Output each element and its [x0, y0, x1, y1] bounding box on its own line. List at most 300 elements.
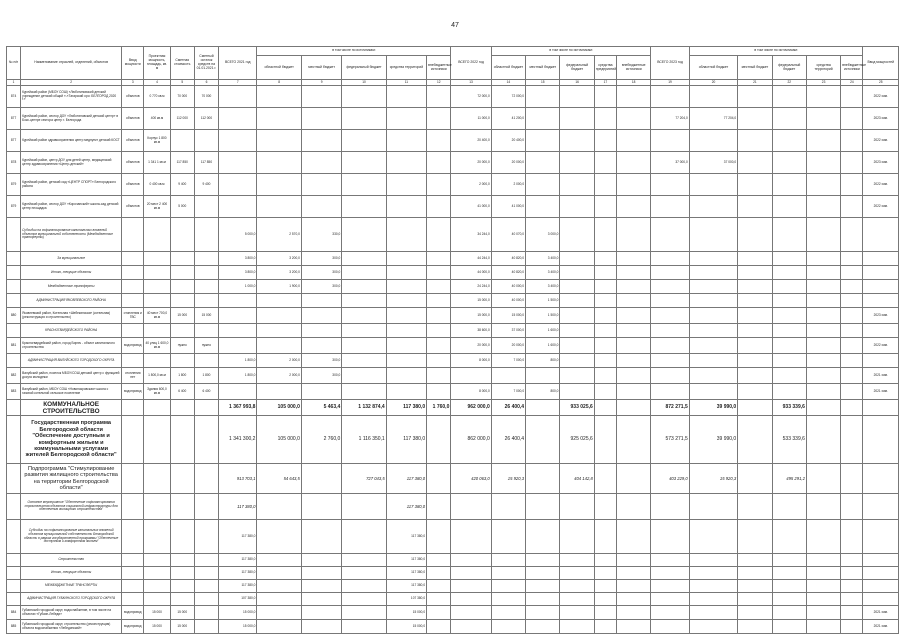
column-number: 14	[491, 80, 525, 86]
cell	[427, 196, 451, 218]
cell	[301, 593, 341, 606]
table-row	[7, 130, 899, 152]
cell: 2022 изм.	[863, 130, 899, 152]
cell: 117 380,0	[219, 580, 257, 593]
cell	[806, 252, 840, 266]
cell: 2021 изм.	[863, 620, 899, 634]
cell	[122, 567, 144, 580]
cell	[738, 174, 772, 196]
cell: 105 000,0	[257, 416, 301, 464]
cell: Итого, текущие объекты	[21, 567, 122, 580]
event-label: Основное мероприятие "Обеспечение софинансирования строительства объектов социальной инфраструктуры для обеспечения жилищного строительства"	[21, 494, 122, 520]
cell: водопровод	[122, 384, 144, 400]
cell	[594, 280, 616, 294]
cell	[617, 554, 651, 567]
cell	[219, 130, 257, 152]
cell	[806, 593, 840, 606]
cell	[560, 174, 594, 196]
table-row	[7, 308, 899, 324]
column-number: 22	[772, 80, 806, 86]
cell: 879	[7, 174, 21, 196]
cell: 878	[7, 152, 21, 174]
summary-row	[7, 252, 899, 266]
column-number: 25	[863, 80, 899, 86]
cell: 15 000,0	[386, 620, 426, 634]
cell: 15 000,0	[219, 620, 257, 634]
cell	[560, 280, 594, 294]
cell	[526, 152, 560, 174]
cell: 70 000	[170, 86, 194, 108]
cell	[689, 252, 737, 266]
cell	[841, 174, 863, 196]
cell: 37 000,0	[651, 152, 689, 174]
cell	[342, 567, 386, 580]
cell	[617, 593, 651, 606]
cell	[806, 174, 840, 196]
cell: Здания 600,0 кв.м	[144, 384, 170, 400]
cell: 41 000,0	[451, 196, 491, 218]
cell	[342, 152, 386, 174]
cell: отопления нет	[122, 368, 144, 384]
cell: 874	[7, 86, 21, 108]
column-number: 23	[806, 80, 840, 86]
subprogram-label: Подпрограмма "Стимулирование развития жилищного строительства на территории Белгородской области"	[21, 464, 122, 494]
cell	[122, 252, 144, 266]
cell	[122, 580, 144, 593]
cell: 877	[7, 108, 21, 130]
table-row	[7, 606, 899, 620]
cell: 15 920,3	[689, 464, 737, 494]
cell	[738, 554, 772, 567]
cell: 8 000,0	[451, 354, 491, 368]
cell: 112 000	[170, 108, 194, 130]
cell: 20 мест 2 400 кв.м	[144, 196, 170, 218]
column-number: 15	[526, 80, 560, 86]
cell	[257, 152, 301, 174]
cell: 107 380,0	[219, 593, 257, 606]
cell: 400 кв.м	[144, 108, 170, 130]
cell: 2 760,0	[301, 416, 341, 464]
cell: 44 000,0	[451, 266, 491, 280]
cell: 117 380,0	[386, 580, 426, 593]
cell	[560, 86, 594, 108]
cell: 300,0	[301, 354, 341, 368]
cell: 40 070,0	[491, 218, 525, 252]
summary-row	[7, 554, 899, 567]
cell	[594, 567, 616, 580]
cell: 881	[7, 338, 21, 354]
cell	[617, 567, 651, 580]
cell	[772, 152, 806, 174]
cell	[772, 174, 806, 196]
cell	[7, 593, 21, 606]
column-number: 19	[651, 80, 689, 86]
cell	[689, 593, 737, 606]
cell	[7, 266, 21, 280]
table-row	[7, 620, 899, 634]
cell: 727 043,5	[342, 464, 386, 494]
cell: нужно	[194, 338, 218, 354]
cell: 1 800,0	[219, 368, 257, 384]
cell	[122, 554, 144, 567]
header-unit: Ввод мощности	[122, 47, 144, 80]
cell	[451, 567, 491, 580]
header-balance: Сметный остаток средств на 01.01.2021 г.	[194, 47, 218, 80]
cell	[427, 554, 451, 567]
cell: 117 380,0	[386, 520, 426, 554]
cell: Межбюджетные трансферты	[21, 280, 122, 294]
cell: 77 204,0	[689, 108, 737, 130]
cell	[594, 152, 616, 174]
cell	[491, 580, 525, 593]
cell: 800,0	[526, 354, 560, 368]
cell: 2 000,0	[491, 174, 525, 196]
cell	[526, 174, 560, 196]
cell	[194, 280, 218, 294]
cell: Красногвардейский район, город Бирюч - объект капитального строительства	[21, 338, 122, 354]
cell	[738, 196, 772, 218]
cell	[386, 130, 426, 152]
cell: 15 000,0	[219, 606, 257, 620]
cell	[491, 554, 525, 567]
cell	[7, 252, 21, 266]
cell: АДМИНИСТРАЦИЯ ГУБКИНСКОГО ГОРОДСКОГО ОКРУГА	[21, 593, 122, 606]
cell	[841, 152, 863, 174]
cell: 3 000,0	[526, 218, 560, 252]
cell	[257, 554, 301, 567]
cell: 20 000,0	[451, 338, 491, 354]
summary-row	[7, 567, 899, 580]
table-row	[7, 338, 899, 354]
cell: 40 820,0	[491, 266, 525, 280]
cell	[863, 252, 899, 266]
cell: 15 000	[194, 308, 218, 324]
investment-table	[6, 46, 899, 634]
cell	[594, 130, 616, 152]
cell	[560, 593, 594, 606]
cell	[301, 108, 341, 130]
cell: 420 063,0	[451, 464, 491, 494]
cell: 913 703,1	[219, 464, 257, 494]
cell: 933 025,6	[560, 400, 594, 416]
cell: 862 000,0	[451, 416, 491, 464]
cell	[560, 266, 594, 280]
cell: 40 000,0	[491, 294, 525, 308]
cell: 6 400	[194, 384, 218, 400]
cell: Курейский район, сектор ДОУ «Люботиновский детский центр» в Бокс-центре сектора центр г. Белгорода	[21, 108, 122, 130]
cell	[342, 593, 386, 606]
cell: 300,0	[301, 252, 341, 266]
cell	[7, 580, 21, 593]
cell: 20 400,0	[491, 130, 525, 152]
cell: 800,0	[526, 384, 560, 400]
cell	[194, 593, 218, 606]
cell	[144, 280, 170, 294]
cell	[772, 554, 806, 567]
cell: 882	[7, 368, 21, 384]
cell	[806, 567, 840, 580]
cell: 6 400	[170, 384, 194, 400]
table-row	[7, 174, 899, 196]
cell: объектов	[122, 108, 144, 130]
cell	[689, 130, 737, 152]
cell	[427, 174, 451, 196]
cell: Корпус 1 800 кв.м	[144, 130, 170, 152]
cell	[386, 86, 426, 108]
cell: Валуйский район, МБОУ СОШ «Новопокровская» школа с газовой котельной сельское поселение	[21, 384, 122, 400]
cell: 1 800	[194, 368, 218, 384]
cell: 15 000,0	[451, 308, 491, 324]
cell	[594, 86, 616, 108]
cell	[841, 266, 863, 280]
cell	[772, 130, 806, 152]
cell	[738, 580, 772, 593]
cell: 38 600,0	[451, 324, 491, 338]
cell	[651, 580, 689, 593]
column-number: 17	[594, 80, 616, 86]
cell: 2022 изм.	[863, 174, 899, 196]
cell: 72 000,0	[491, 86, 525, 108]
cell	[194, 196, 218, 218]
cell: 300,0	[301, 280, 341, 294]
cell: водопровод	[122, 338, 144, 354]
header-total-2023: ВСЕГО 2023 год	[651, 47, 689, 80]
header-name: Наименование отраслей, отделений, объектов	[21, 47, 122, 80]
cell: 533 339,6	[772, 416, 806, 464]
cell	[738, 152, 772, 174]
cell: 3 400,0	[526, 280, 560, 294]
cell	[738, 108, 772, 130]
cell	[617, 130, 651, 152]
cell	[427, 567, 451, 580]
cell: 3 200,0	[257, 252, 301, 266]
admin-label: АДМИНИСТРАЦИЯ ВАЛУЙСКОГО ГОРОДСКОГО ОКРУГА	[21, 354, 122, 368]
cell	[594, 554, 616, 567]
cell	[219, 152, 257, 174]
header-enter-period: Ввод мощностей	[863, 47, 899, 80]
column-number: 8	[257, 80, 301, 86]
cell: 1 341 300,2	[219, 416, 257, 464]
cell	[257, 567, 301, 580]
cell: 1 600,0	[526, 324, 560, 338]
cell: 1 000,0	[219, 280, 257, 294]
header-local-2022: местный бюджет	[526, 56, 560, 80]
cell	[342, 252, 386, 266]
cell	[689, 554, 737, 567]
cell	[386, 196, 426, 218]
page-number: 47	[451, 22, 459, 29]
cell: объектов	[122, 174, 144, 196]
cell: 2 000,0	[257, 354, 301, 368]
cell	[560, 130, 594, 152]
cell	[594, 580, 616, 593]
cell: 1 132 874,4	[342, 400, 386, 416]
cell	[170, 567, 194, 580]
cell: 39 990,0	[689, 400, 737, 416]
cell	[651, 593, 689, 606]
cell: 2022 изм.	[863, 86, 899, 108]
capital-construction-row	[7, 400, 899, 416]
cell: объектов	[122, 196, 144, 218]
cell	[806, 280, 840, 294]
summary-subsidies-label: Субсидии на софинансирование капитальных вложений объектов муниципальной собственности (Межбюджетные трансферты)	[21, 218, 122, 252]
cell	[144, 593, 170, 606]
cell	[144, 580, 170, 593]
table-row	[7, 384, 899, 400]
cell	[738, 86, 772, 108]
cell	[806, 580, 840, 593]
header-total-2022: ВСЕГО 2022 год	[451, 47, 491, 80]
cell: 70 000	[194, 86, 218, 108]
cell	[342, 86, 386, 108]
cell	[841, 593, 863, 606]
header-total-2021: ВСЕГО 2021 год	[219, 47, 257, 80]
cell: 117 380,0	[386, 400, 426, 416]
cell: Губкинский городской округ, водоснабжение, в том числе на объектах «Губкин-Лебеди»	[21, 606, 122, 620]
cell: 933 339,6	[772, 400, 806, 416]
cell	[301, 86, 341, 108]
cell: 15 000	[170, 620, 194, 634]
cell	[194, 266, 218, 280]
cell	[301, 580, 341, 593]
cell	[526, 130, 560, 152]
cell	[841, 567, 863, 580]
cell: 8 000,0	[451, 384, 491, 400]
column-number: 18	[617, 80, 651, 86]
column-number: 13	[451, 80, 491, 86]
cell	[144, 554, 170, 567]
header-sources-2021: в том числе по источникам:	[257, 47, 451, 56]
cell	[772, 86, 806, 108]
column-number: 5	[170, 80, 194, 86]
sub-event-label: Субсидии на софинансирование капитальных вложений объектов муниципальной собственности Белгородской области в рамках государственной программы "Обеспечение доступным и комфортным жильем"	[21, 520, 122, 554]
cell: 40 000,0	[491, 280, 525, 294]
cell: 2023 изм.	[863, 108, 899, 130]
cell	[170, 130, 194, 152]
cell	[301, 152, 341, 174]
header-cost: Сметная стоимость	[170, 47, 194, 80]
column-number: 11	[386, 80, 426, 86]
cell	[257, 108, 301, 130]
cell: 20 000,0	[491, 338, 525, 354]
cell	[560, 554, 594, 567]
cell	[689, 580, 737, 593]
cell	[342, 554, 386, 567]
capital-label: КОММУНАЛЬНОЕ СТРОИТЕЛЬСТВО	[21, 400, 122, 416]
cell	[651, 196, 689, 218]
cell: 2 570,0	[257, 218, 301, 252]
cell: 1 500,0	[526, 308, 560, 324]
column-number: 7	[219, 80, 257, 86]
cell: 20 400,0	[451, 130, 491, 152]
cell	[651, 130, 689, 152]
cell: Яковлевский район, Котельная «Шебекинская» (котельная) (реконструкция и строительство)	[21, 308, 122, 324]
cell: 1 800,0 кв.м	[144, 368, 170, 384]
cell: 15 000	[170, 606, 194, 620]
cell	[427, 152, 451, 174]
cell: 26 400,4	[491, 400, 525, 416]
cell: 3 400,0	[526, 266, 560, 280]
program-label: Государственная программа Белгородской области "Обеспечение доступным и комфортным жильем и коммунальными услугами жителей Белгородской области"	[21, 416, 122, 464]
cell: 2023 изм.	[863, 308, 899, 324]
cell	[170, 252, 194, 266]
cell	[219, 174, 257, 196]
cell	[863, 280, 899, 294]
cell	[386, 152, 426, 174]
cell: 3 800,0	[219, 252, 257, 266]
cell	[342, 280, 386, 294]
cell	[772, 196, 806, 218]
column-number: 20	[689, 80, 737, 86]
cell	[451, 554, 491, 567]
column-number: 24	[841, 80, 863, 86]
cell	[526, 593, 560, 606]
cell: 5 000	[170, 196, 194, 218]
cell	[170, 266, 194, 280]
cell: 1 800	[170, 368, 194, 384]
cell: 54 643,5	[257, 464, 301, 494]
subprogram-row	[7, 464, 899, 494]
header-design-power: Проектная мощность, площадь, кв. м	[144, 47, 170, 80]
cell	[301, 567, 341, 580]
cell	[806, 86, 840, 108]
cell	[651, 86, 689, 108]
table-row	[7, 152, 899, 174]
cell: 0 770 кв.м	[144, 86, 170, 108]
cell	[257, 174, 301, 196]
cell	[841, 108, 863, 130]
cell	[689, 280, 737, 294]
cell	[689, 86, 737, 108]
header-extra: внебюджетные источники	[427, 56, 451, 80]
cell	[594, 174, 616, 196]
column-number: 21	[738, 80, 772, 86]
cell	[491, 567, 525, 580]
cell: 2 000,0	[451, 174, 491, 196]
cell: 15 920,3	[491, 464, 525, 494]
cell: 1 341 1 кв.м	[144, 152, 170, 174]
sub-event-row	[7, 520, 899, 554]
cell	[301, 174, 341, 196]
cell: 77 204,0	[651, 108, 689, 130]
cell: 117 380,0	[386, 554, 426, 567]
summary-subsidies-row	[7, 218, 899, 252]
cell: нужно	[170, 338, 194, 354]
cell	[594, 266, 616, 280]
cell	[194, 554, 218, 567]
cell	[806, 152, 840, 174]
cell: 3 200,0	[257, 266, 301, 280]
cell	[617, 86, 651, 108]
cell: 1 116 350,1	[342, 416, 386, 464]
cell: Валуйский район, поселок МБОУ/СОШ детский центр с функцией досуга молодежи	[21, 368, 122, 384]
header-extra-2022: внебюджетные источники	[617, 56, 651, 80]
column-number: 10	[342, 80, 386, 86]
admin-row	[7, 294, 899, 308]
admin-label: АДМИНИСТРАЦИЯ ЯКОВЛЕВСКОГО РАЙОНА	[21, 294, 122, 308]
cell: 330,0	[301, 218, 341, 252]
cell: Курейский район, детский сад «ЦЕНТР СПОРТ» Белгородского района	[21, 174, 122, 196]
cell	[806, 266, 840, 280]
cell	[342, 174, 386, 196]
cell	[594, 252, 616, 266]
tail-rows	[7, 554, 899, 606]
table-row	[7, 368, 899, 384]
admin-row	[7, 354, 899, 368]
cell	[170, 580, 194, 593]
header-extra-2023: внебюджетные источники	[841, 56, 863, 80]
cell	[863, 580, 899, 593]
